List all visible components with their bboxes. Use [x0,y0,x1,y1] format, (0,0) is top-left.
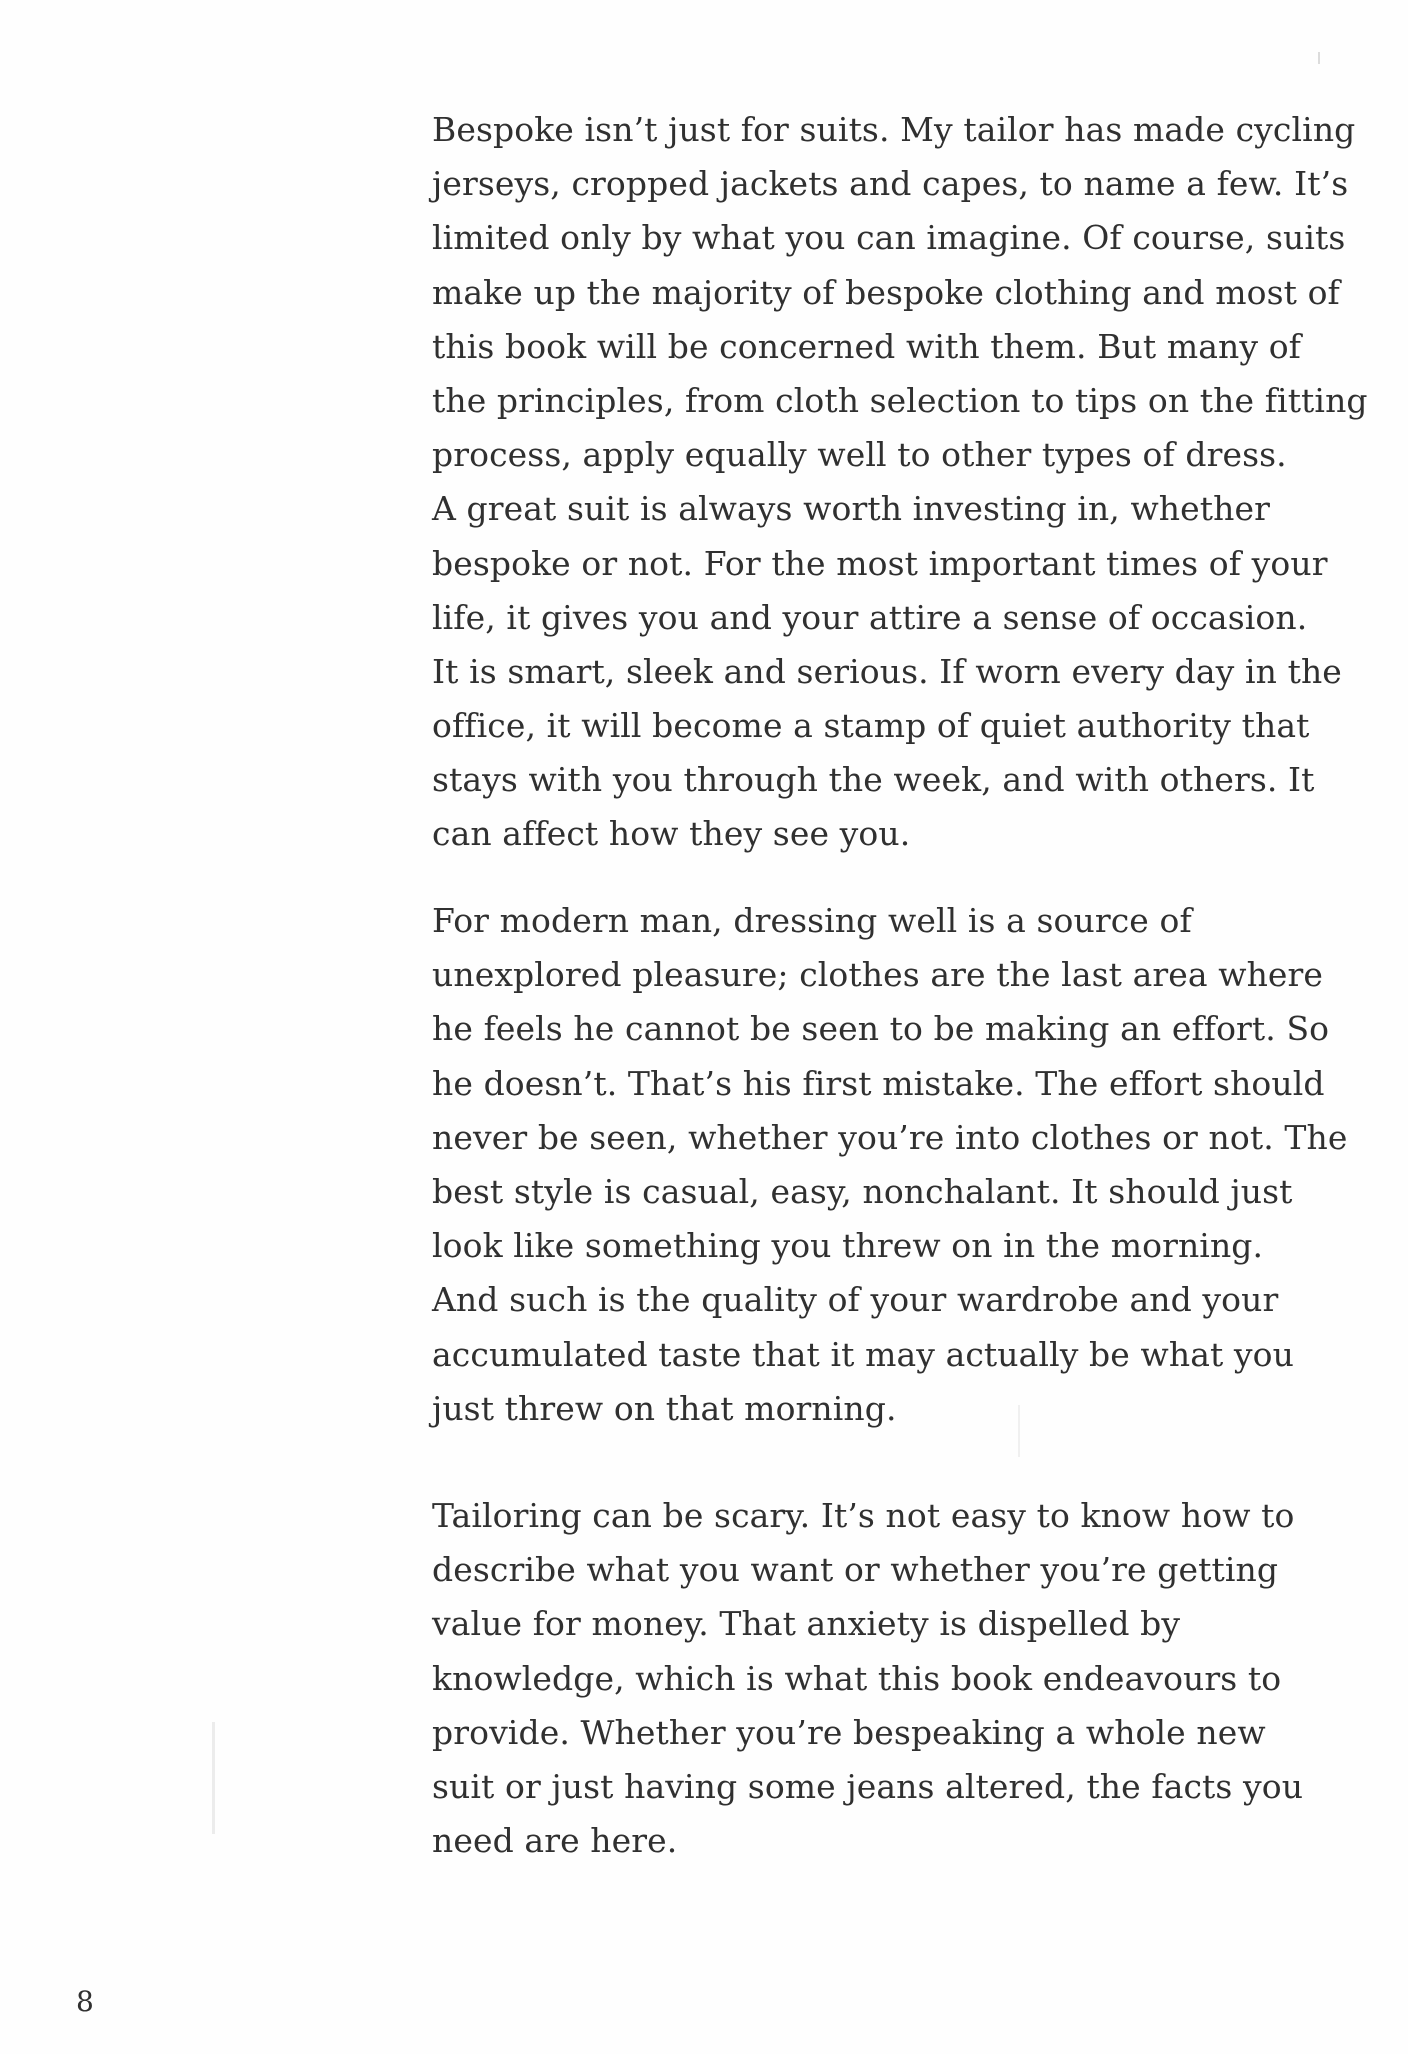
text-line: office, it will become a stamp of quiet authority that [432,706,1310,746]
scan-artifact-mark [212,1722,215,1834]
text-line: Tailoring can be scary. It’s not easy to know how to [432,1496,1295,1535]
text-line: describe what you want or whether you’re getting [432,1550,1279,1590]
text-line: knowledge, which is what this book endeavours to [432,1658,1282,1698]
text-line: life, it gives you and your attire a sense of occasion. [432,597,1308,637]
text-line: Bespoke isn’t just for suits. My tailor has made cycling [432,110,1356,149]
text-line: unexplored pleasure; clothes are the last area where [432,955,1324,995]
text-line: the principles, from cloth selection to tips on the fitting [432,380,1368,420]
text-line: just threw on that morning. [432,1388,897,1428]
text-line: can affect how they see you. [432,814,911,854]
text-line: limited only by what you can imagine. Of course, suits [432,218,1346,258]
text-line: accumulated taste that it may actually be what you [432,1334,1294,1374]
scan-artifact-mark [1318,52,1320,64]
text-line: never be seen, whether you’re into clothes or not. The [432,1117,1348,1157]
text-line: For modern man, dressing well is a source of [432,901,1192,940]
text-line: bespoke or not. For the most important times of your [432,543,1328,583]
text-line: stays with you through the week, and with others. It [432,760,1315,800]
text-line: It is smart, sleek and serious. If worn every day in the [432,651,1342,691]
paragraph-1 [432,103,1368,862]
text-line: need are here. [432,1821,678,1861]
text-line: And such is the quality of your wardrobe and your [432,1280,1279,1320]
text-line: he doesn’t. That’s his first mistake. The effort should [432,1063,1325,1103]
text-line: value for money. That anxiety is dispelled by [432,1604,1181,1644]
text-line: A great suit is always worth investing in, whether [432,489,1270,529]
text-line: provide. Whether you’re bespeaking a whole new [432,1712,1266,1752]
page-number: 8 [76,1985,94,2018]
text-line: jerseys, cropped jackets and capes, to name a few. It’s [432,164,1349,204]
paragraph-3 [432,1489,1304,1868]
paragraph-2 [432,894,1348,1436]
text-line: process, apply equally well to other types of dress. [432,435,1287,475]
text-line: look like something you threw on in the morning. [432,1226,1264,1266]
text-line: make up the majority of bespoke clothing and most of [432,272,1340,312]
text-line: best style is casual, easy, nonchalant. It should just [432,1171,1293,1211]
text-line: suit or just having some jeans altered, the facts you [432,1766,1304,1806]
text-line: this book will be concerned with them. But many of [432,326,1301,366]
text-line: he feels he cannot be seen to be making an effort. So [432,1009,1330,1049]
